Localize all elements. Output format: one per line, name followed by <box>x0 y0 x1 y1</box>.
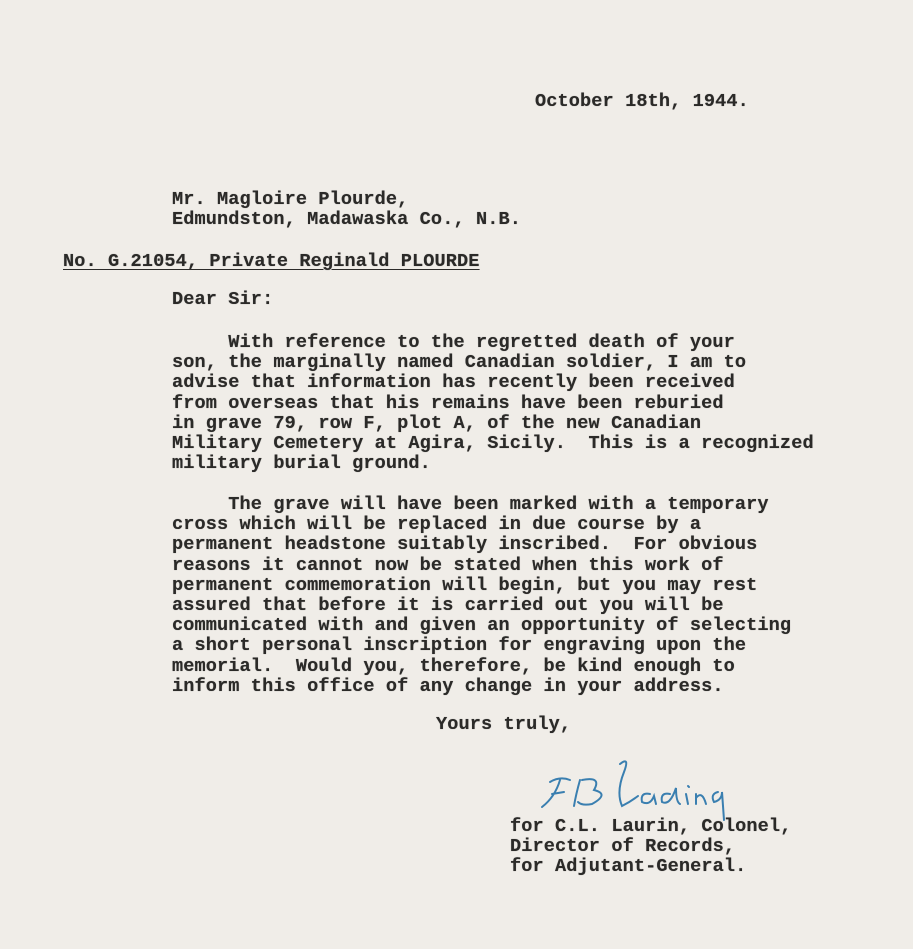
paragraph-line: cross which will be replaced in due course by a <box>172 514 702 536</box>
paragraph-line: Military Cemetery at Agira, Sicily. This is a recognized <box>172 432 814 454</box>
paragraph-line: in grave 79, row F, plot A, of the new Canadian <box>172 412 702 434</box>
salutation: Dear Sir: <box>172 289 274 310</box>
handwritten-signature <box>530 752 740 822</box>
paragraph-line: permanent commemoration will begin, but you may rest <box>172 574 758 596</box>
signatory-line: for C.L. Laurin, Colonel, <box>510 816 792 837</box>
paragraph-line: With reference to the regretted death of your <box>172 332 735 353</box>
paragraph-line: inform this office of any change in your address. <box>172 675 724 697</box>
paragraph-line: permanent headstone suitably inscribed. For obvious <box>172 534 758 556</box>
paragraph-line: from overseas that his remains have been reburied <box>172 392 724 414</box>
paragraph-line: military burial ground. <box>172 453 431 475</box>
recipient-name: Mr. Magloire Plourde, <box>172 189 409 210</box>
paragraph-line: assured that before it is carried out you will be <box>172 594 724 616</box>
closing: Yours truly, <box>436 714 572 735</box>
paragraph-line: memorial. Would you, therefore, be kind enough to <box>172 655 735 677</box>
signature-block <box>510 817 791 878</box>
signatory-title: Director of Records, <box>510 836 736 858</box>
paragraph-line: communicated with and given an opportunity of selecting <box>172 615 792 637</box>
recipient-location: Edmundston, Madawaska Co., N.B. <box>172 209 521 231</box>
paragraph-line: The grave will have been marked with a temporary <box>172 494 769 515</box>
signatory-authority: for Adjutant-General. <box>510 856 747 878</box>
paragraph-1 <box>172 333 814 474</box>
recipient-address <box>172 190 521 230</box>
letter-date: October 18th, 1944. <box>535 91 749 112</box>
paragraph-line: son, the marginally named Canadian soldier, I am to <box>172 352 747 374</box>
reference-line: No. G.21054, Private Reginald PLOURDE <box>63 251 480 272</box>
paragraph-line: advise that information has recently been received <box>172 372 735 394</box>
paragraph-line: a short personal inscription for engraving upon the <box>172 635 747 657</box>
paragraph-line: reasons it cannot now be stated when this work of <box>172 554 724 576</box>
paragraph-2 <box>172 495 791 697</box>
